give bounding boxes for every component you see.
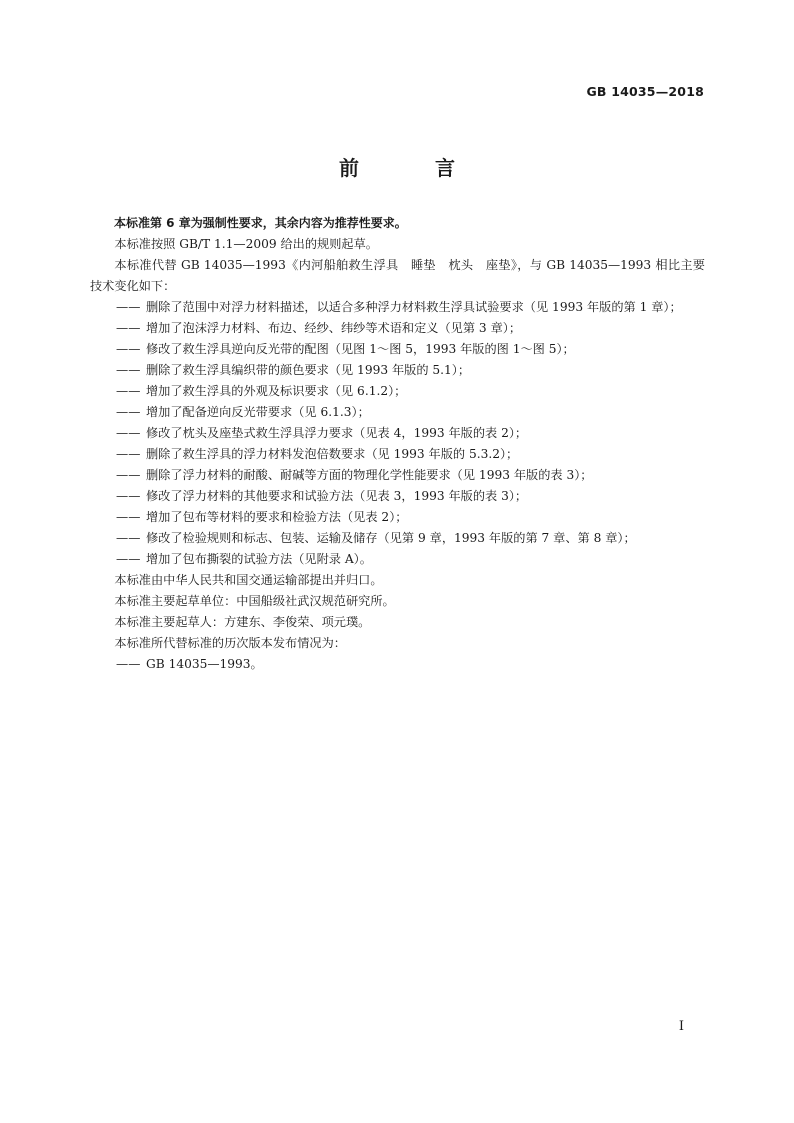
list-dash: —— (116, 531, 141, 545)
list-item (90, 486, 705, 507)
list-item-text: 删除了范围中对浮力材料描述，以适合多种浮力材料救生浮具试验要求（见 1993 年版的第 1 章）； (146, 300, 682, 314)
intro-paragraph-mandatory: 本标准第 6 章为强制性要求，其余内容为推荐性要求。 (114, 216, 407, 230)
list-item-text: 增加了包布等材料的要求和检验方法（见表 2）； (146, 510, 408, 524)
list-dash: —— (116, 384, 141, 398)
list-item (90, 465, 705, 486)
history-list (90, 654, 705, 675)
list-item-text: 增加了配备逆向反光带要求（见 6.1.3）； (146, 405, 370, 419)
standard-code-header: GB 14035—2018 (586, 84, 704, 99)
list-item (90, 549, 705, 570)
page-number: I (678, 1019, 684, 1034)
intro-paragraph-drafting-rules: 本标准按照 GB/T 1.1—2009 给出的规则起草。 (114, 237, 378, 251)
list-item (90, 297, 705, 318)
list-item-text: 删除了救生浮具编织带的颜色要求（见 1993 年版的 5.1）； (146, 363, 471, 377)
closing-paragraph-drafting-unit: 本标准主要起草单位：中国船级社武汉规范研究所。 (114, 594, 395, 608)
list-dash: —— (116, 342, 141, 356)
list-dash: —— (116, 468, 141, 482)
list-item (90, 444, 705, 465)
list-dash: —— (116, 552, 141, 566)
list-dash: —— (116, 426, 141, 440)
list-dash: —— (116, 489, 141, 503)
list-item (90, 507, 705, 528)
closing-paragraph-proposer: 本标准由中华人民共和国交通运输部提出并归口。 (114, 573, 383, 587)
list-item-text: 修改了浮力材料的其他要求和试验方法（见表 3，1993 年版的表 3）； (146, 489, 528, 503)
list-dash: —— (116, 321, 141, 335)
closing-paragraph-drafters: 本标准主要起草人：方建东、李俊荣、项元璞。 (114, 615, 371, 629)
list-item (90, 654, 705, 675)
list-item-text: 增加了包布撕裂的试验方法（见附录 A）。 (146, 552, 372, 566)
page-title: 前 言 (339, 156, 483, 180)
closing-paragraph-history-intro: 本标准所代替标准的历次版本发布情况为： (114, 636, 346, 650)
list-item (90, 360, 705, 381)
list-item (90, 381, 705, 402)
list-dash: —— (116, 363, 141, 377)
list-item-text: 删除了浮力材料的耐酸、耐碱等方面的物理化学性能要求（见 1993 年版的表 3）； (146, 468, 593, 482)
list-item-text: 增加了泡沫浮力材料、布边、经纱、纬纱等术语和定义（见第 3 章）； (146, 321, 522, 335)
list-item (90, 423, 705, 444)
list-dash: —— (116, 510, 141, 524)
list-item-text: GB 14035—1993。 (146, 657, 263, 671)
list-item-text: 增加了救生浮具的外观及标识要求（见 6.1.2）； (146, 384, 407, 398)
document-body (90, 213, 705, 675)
list-dash: —— (116, 657, 141, 671)
list-dash: —— (116, 447, 141, 461)
list-dash: —— (116, 405, 141, 419)
list-item-text: 修改了检验规则和标志、包装、运输及储存（见第 9 章，1993 年版的第 7 章、第 8 章）； (146, 531, 636, 545)
list-item (90, 528, 705, 549)
list-item-text: 修改了枕头及座垫式救生浮具浮力要求（见表 4，1993 年版的表 2）； (146, 426, 528, 440)
list-item-text: 修改了救生浮具逆向反光带的配图（见图 1～图 5，1993 年版的图 1～图 5）； (146, 342, 575, 356)
changes-list (90, 297, 705, 570)
intro-paragraph-replaces: 本标准代替 GB 14035—1993《内河船舶救生浮具 睡垫 枕头 座垫》，与 GB 14035—1993 相比主要技术变化如下： (90, 258, 705, 293)
list-item (90, 402, 705, 423)
list-item-text: 删除了救生浮具的浮力材料发泡倍数要求（见 1993 年版的 5.3.2）； (146, 447, 519, 461)
list-dash: —— (116, 300, 141, 314)
list-item (90, 339, 705, 360)
list-item (90, 318, 705, 339)
